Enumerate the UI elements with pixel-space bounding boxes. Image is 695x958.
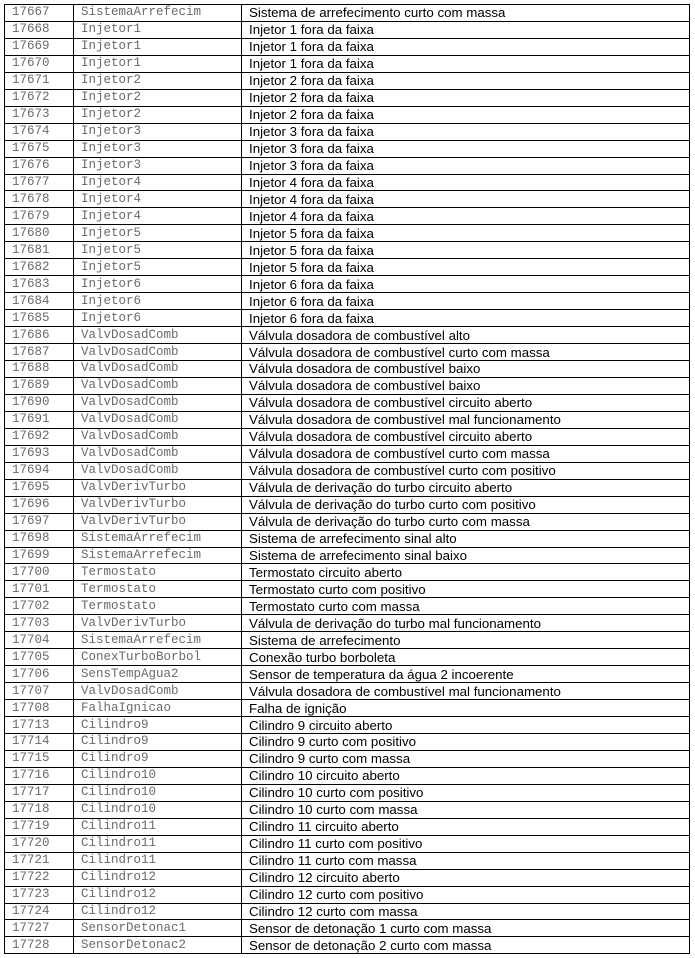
table-row [5, 869, 690, 886]
component-name-cell: Cilindro11 [74, 818, 242, 835]
fault-code-cell: 17719 [5, 818, 74, 835]
table-row [5, 801, 690, 818]
component-name-cell: Cilindro10 [74, 784, 242, 801]
description-cell: Injetor 3 fora da faixa [242, 140, 690, 157]
table-row [5, 72, 690, 89]
fault-code-cell: 17677 [5, 174, 74, 191]
description-cell: Válvula dosadora de combustível mal funcionamento [242, 683, 690, 700]
fault-code-cell: 17683 [5, 276, 74, 293]
table-row [5, 55, 690, 72]
fault-code-cell: 17672 [5, 89, 74, 106]
table-row [5, 717, 690, 734]
fault-code-cell: 17668 [5, 21, 74, 38]
fault-code-cell: 17724 [5, 903, 74, 920]
table-row [5, 496, 690, 513]
table-row [5, 5, 690, 22]
table-row [5, 615, 690, 632]
component-name-cell: Injetor5 [74, 259, 242, 276]
table-row [5, 411, 690, 428]
description-cell: Cilindro 10 curto com positivo [242, 784, 690, 801]
description-cell: Cilindro 10 circuito aberto [242, 767, 690, 784]
fault-code-cell: 17707 [5, 683, 74, 700]
component-name-cell: ValvDerivTurbo [74, 513, 242, 530]
table-row [5, 327, 690, 344]
fault-code-cell: 17681 [5, 242, 74, 259]
table-row [5, 564, 690, 581]
table-row [5, 852, 690, 869]
description-cell: Termostato curto com massa [242, 598, 690, 615]
table-row [5, 649, 690, 666]
description-cell: Válvula dosadora de combustível curto com massa [242, 445, 690, 462]
fault-code-cell: 17706 [5, 666, 74, 683]
description-cell: Cilindro 11 curto com positivo [242, 835, 690, 852]
fault-code-cell: 17716 [5, 767, 74, 784]
description-cell: Conexão turbo borboleta [242, 649, 690, 666]
fault-code-cell: 17720 [5, 835, 74, 852]
table-row [5, 242, 690, 259]
table-row [5, 733, 690, 750]
description-cell: Termostato curto com positivo [242, 581, 690, 598]
description-cell: Cilindro 12 curto com positivo [242, 886, 690, 903]
description-cell: Injetor 5 fora da faixa [242, 259, 690, 276]
fault-code-cell: 17727 [5, 920, 74, 937]
description-cell: Válvula de derivação do turbo curto com massa [242, 513, 690, 530]
table-row [5, 344, 690, 361]
component-name-cell: Injetor4 [74, 208, 242, 225]
table-row [5, 106, 690, 123]
description-cell: Injetor 3 fora da faixa [242, 157, 690, 174]
component-name-cell: Injetor6 [74, 293, 242, 310]
component-name-cell: Injetor2 [74, 106, 242, 123]
table-row [5, 598, 690, 615]
description-cell: Injetor 5 fora da faixa [242, 225, 690, 242]
fault-code-cell: 17714 [5, 733, 74, 750]
component-name-cell: ValvDosadComb [74, 428, 242, 445]
component-name-cell: ValvDosadComb [74, 462, 242, 479]
table-row [5, 89, 690, 106]
component-name-cell: Injetor4 [74, 191, 242, 208]
table-row [5, 886, 690, 903]
component-name-cell: Cilindro12 [74, 869, 242, 886]
fault-code-cell: 17679 [5, 208, 74, 225]
table-row [5, 123, 690, 140]
fault-code-cell: 17713 [5, 717, 74, 734]
description-cell: Injetor 3 fora da faixa [242, 123, 690, 140]
fault-code-cell: 17685 [5, 310, 74, 327]
component-name-cell: ValvDerivTurbo [74, 479, 242, 496]
table-row [5, 513, 690, 530]
fault-code-cell: 17697 [5, 513, 74, 530]
description-cell: Sistema de arrefecimento curto com massa [242, 5, 690, 22]
description-cell: Cilindro 12 circuito aberto [242, 869, 690, 886]
table-row [5, 462, 690, 479]
description-cell: Sensor de temperatura da água 2 incoerente [242, 666, 690, 683]
component-name-cell: SensorDetonac2 [74, 937, 242, 954]
component-name-cell: Cilindro12 [74, 903, 242, 920]
component-name-cell: SistemaArrefecim [74, 5, 242, 22]
fault-code-cell: 17722 [5, 869, 74, 886]
description-cell: Cilindro 11 curto com massa [242, 852, 690, 869]
description-cell: Injetor 6 fora da faixa [242, 293, 690, 310]
component-name-cell: SistemaArrefecim [74, 632, 242, 649]
fault-code-cell: 17678 [5, 191, 74, 208]
table-row [5, 259, 690, 276]
component-name-cell: ConexTurboBorbol [74, 649, 242, 666]
component-name-cell: Cilindro10 [74, 801, 242, 818]
description-cell: Termostato circuito aberto [242, 564, 690, 581]
component-name-cell: Injetor2 [74, 72, 242, 89]
table-row [5, 394, 690, 411]
component-name-cell: ValvDosadComb [74, 361, 242, 378]
table-row [5, 174, 690, 191]
fault-code-cell: 17728 [5, 937, 74, 954]
fault-code-cell: 17705 [5, 649, 74, 666]
fault-code-cell: 17694 [5, 462, 74, 479]
fault-code-cell: 17674 [5, 123, 74, 140]
description-cell: Sensor de detonação 1 curto com massa [242, 920, 690, 937]
table-row [5, 293, 690, 310]
component-name-cell: Injetor1 [74, 38, 242, 55]
table-row [5, 479, 690, 496]
table-row [5, 767, 690, 784]
table-row [5, 784, 690, 801]
fault-code-cell: 17673 [5, 106, 74, 123]
description-cell: Injetor 6 fora da faixa [242, 276, 690, 293]
component-name-cell: Injetor4 [74, 174, 242, 191]
description-cell: Falha de ignição [242, 700, 690, 717]
table-row [5, 445, 690, 462]
description-cell: Sistema de arrefecimento sinal baixo [242, 547, 690, 564]
component-name-cell: Injetor1 [74, 55, 242, 72]
fault-code-cell: 17691 [5, 411, 74, 428]
fault-code-cell: 17702 [5, 598, 74, 615]
fault-code-cell: 17676 [5, 157, 74, 174]
description-cell: Cilindro 10 curto com massa [242, 801, 690, 818]
component-name-cell: Cilindro11 [74, 835, 242, 852]
fault-code-cell: 17704 [5, 632, 74, 649]
description-cell: Cilindro 9 curto com massa [242, 750, 690, 767]
description-cell: Válvula dosadora de combustível curto com massa [242, 344, 690, 361]
description-cell: Injetor 6 fora da faixa [242, 310, 690, 327]
description-cell: Injetor 5 fora da faixa [242, 242, 690, 259]
description-cell: Válvula dosadora de combustível circuito aberto [242, 428, 690, 445]
component-name-cell: Injetor3 [74, 123, 242, 140]
description-cell: Sensor de detonação 2 curto com massa [242, 937, 690, 954]
fault-code-cell: 17669 [5, 38, 74, 55]
component-name-cell: SistemaArrefecim [74, 547, 242, 564]
description-cell: Válvula dosadora de combustível baixo [242, 377, 690, 394]
table-row [5, 310, 690, 327]
fault-code-cell: 17688 [5, 361, 74, 378]
table-row [5, 225, 690, 242]
table-row [5, 835, 690, 852]
component-name-cell: ValvDosadComb [74, 344, 242, 361]
table-row [5, 21, 690, 38]
fault-code-cell: 17693 [5, 445, 74, 462]
description-cell: Cilindro 9 circuito aberto [242, 717, 690, 734]
fault-code-cell: 17686 [5, 327, 74, 344]
fault-code-cell: 17670 [5, 55, 74, 72]
description-cell: Sistema de arrefecimento sinal alto [242, 530, 690, 547]
description-cell: Sistema de arrefecimento [242, 632, 690, 649]
description-cell: Válvula dosadora de combustível mal funcionamento [242, 411, 690, 428]
table-row [5, 191, 690, 208]
description-cell: Válvula dosadora de combustível alto [242, 327, 690, 344]
description-cell: Válvula dosadora de combustível curto com positivo [242, 462, 690, 479]
table-row [5, 547, 690, 564]
fault-code-cell: 17695 [5, 479, 74, 496]
component-name-cell: Injetor3 [74, 140, 242, 157]
description-cell: Injetor 1 fora da faixa [242, 38, 690, 55]
table-row [5, 276, 690, 293]
component-name-cell: Injetor5 [74, 242, 242, 259]
table-row [5, 361, 690, 378]
fault-code-cell: 17723 [5, 886, 74, 903]
component-name-cell: ValvDosadComb [74, 377, 242, 394]
component-name-cell: Cilindro11 [74, 852, 242, 869]
description-cell: Cilindro 9 curto com positivo [242, 733, 690, 750]
fault-code-cell: 17692 [5, 428, 74, 445]
component-name-cell: Termostato [74, 598, 242, 615]
description-cell: Injetor 1 fora da faixa [242, 55, 690, 72]
fault-code-cell: 17715 [5, 750, 74, 767]
table-row [5, 377, 690, 394]
component-name-cell: Injetor2 [74, 89, 242, 106]
component-name-cell: Termostato [74, 564, 242, 581]
fault-code-cell: 17699 [5, 547, 74, 564]
fault-code-cell: 17703 [5, 615, 74, 632]
component-name-cell: Injetor1 [74, 21, 242, 38]
table-row [5, 937, 690, 954]
fault-code-cell: 17717 [5, 784, 74, 801]
fault-code-table-body [5, 5, 690, 954]
fault-code-table [4, 4, 690, 954]
description-cell: Cilindro 12 curto com massa [242, 903, 690, 920]
description-cell: Válvula de derivação do turbo curto com positivo [242, 496, 690, 513]
description-cell: Válvula dosadora de combustível baixo [242, 361, 690, 378]
component-name-cell: Cilindro9 [74, 717, 242, 734]
table-row [5, 818, 690, 835]
component-name-cell: ValvDosadComb [74, 411, 242, 428]
component-name-cell: ValvDosadComb [74, 394, 242, 411]
component-name-cell: ValvDosadComb [74, 445, 242, 462]
description-cell: Injetor 2 fora da faixa [242, 106, 690, 123]
table-row [5, 700, 690, 717]
component-name-cell: ValvDosadComb [74, 683, 242, 700]
component-name-cell: Injetor6 [74, 276, 242, 293]
fault-code-cell: 17701 [5, 581, 74, 598]
fault-code-cell: 17684 [5, 293, 74, 310]
fault-code-cell: 17700 [5, 564, 74, 581]
table-row [5, 581, 690, 598]
component-name-cell: SistemaArrefecim [74, 530, 242, 547]
fault-code-cell: 17667 [5, 5, 74, 22]
table-row [5, 903, 690, 920]
fault-code-cell: 17689 [5, 377, 74, 394]
fault-code-cell: 17708 [5, 700, 74, 717]
fault-code-cell: 17671 [5, 72, 74, 89]
component-name-cell: Cilindro12 [74, 886, 242, 903]
fault-code-cell: 17675 [5, 140, 74, 157]
fault-code-cell: 17698 [5, 530, 74, 547]
table-row [5, 750, 690, 767]
description-cell: Injetor 2 fora da faixa [242, 72, 690, 89]
table-row [5, 683, 690, 700]
component-name-cell: Cilindro9 [74, 750, 242, 767]
component-name-cell: ValvDosadComb [74, 327, 242, 344]
description-cell: Válvula dosadora de combustível circuito aberto [242, 394, 690, 411]
description-cell: Cilindro 11 circuito aberto [242, 818, 690, 835]
component-name-cell: Cilindro10 [74, 767, 242, 784]
description-cell: Injetor 4 fora da faixa [242, 191, 690, 208]
component-name-cell: ValvDerivTurbo [74, 615, 242, 632]
component-name-cell: ValvDerivTurbo [74, 496, 242, 513]
description-cell: Válvula de derivação do turbo mal funcionamento [242, 615, 690, 632]
description-cell: Válvula de derivação do turbo circuito aberto [242, 479, 690, 496]
table-row [5, 920, 690, 937]
fault-code-cell: 17718 [5, 801, 74, 818]
fault-code-cell: 17696 [5, 496, 74, 513]
component-name-cell: Cilindro9 [74, 733, 242, 750]
component-name-cell: FalhaIgnicao [74, 700, 242, 717]
description-cell: Injetor 2 fora da faixa [242, 89, 690, 106]
description-cell: Injetor 1 fora da faixa [242, 21, 690, 38]
component-name-cell: SensTempAgua2 [74, 666, 242, 683]
fault-code-cell: 17690 [5, 394, 74, 411]
component-name-cell: Injetor5 [74, 225, 242, 242]
component-name-cell: SensorDetonac1 [74, 920, 242, 937]
table-row [5, 632, 690, 649]
table-row [5, 666, 690, 683]
fault-code-cell: 17682 [5, 259, 74, 276]
fault-code-cell: 17687 [5, 344, 74, 361]
table-row [5, 157, 690, 174]
component-name-cell: Termostato [74, 581, 242, 598]
table-row [5, 38, 690, 55]
table-row [5, 428, 690, 445]
table-row [5, 208, 690, 225]
table-row [5, 140, 690, 157]
component-name-cell: Injetor3 [74, 157, 242, 174]
description-cell: Injetor 4 fora da faixa [242, 208, 690, 225]
component-name-cell: Injetor6 [74, 310, 242, 327]
fault-code-cell: 17680 [5, 225, 74, 242]
description-cell: Injetor 4 fora da faixa [242, 174, 690, 191]
fault-code-cell: 17721 [5, 852, 74, 869]
table-row [5, 530, 690, 547]
